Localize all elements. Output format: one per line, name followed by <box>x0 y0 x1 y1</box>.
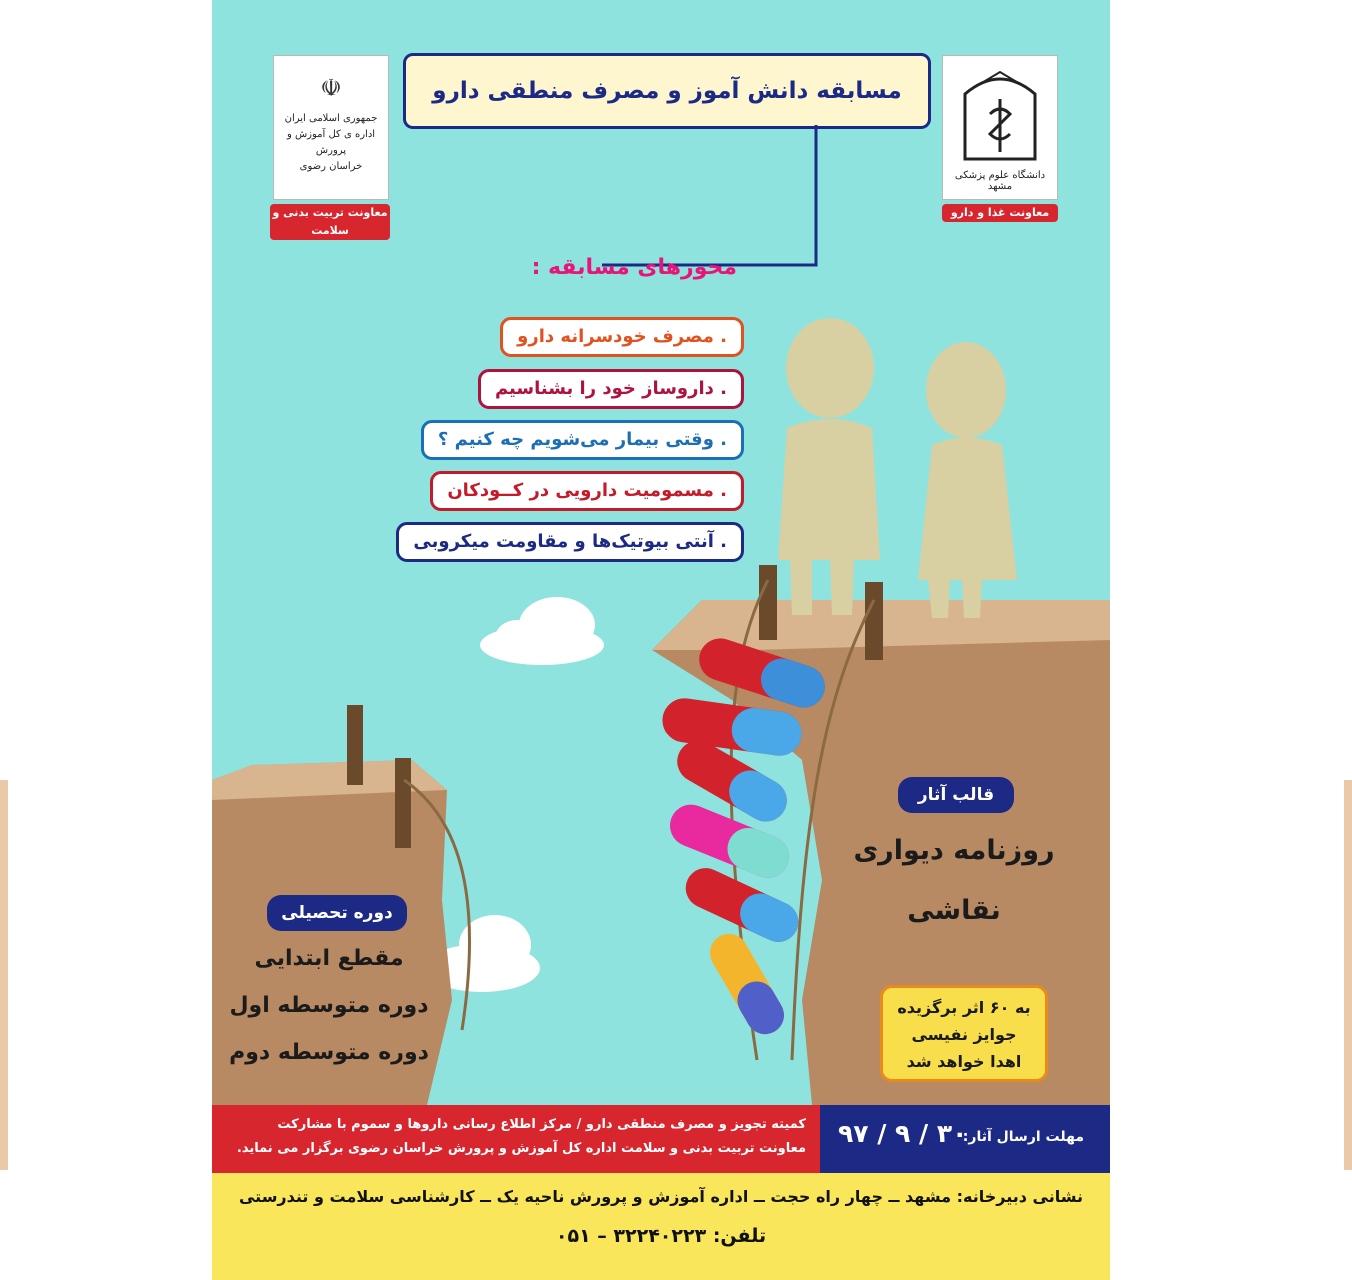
axis-item: . وقتی بیمار می‌شویم چه کنیم ؟ <box>421 420 744 460</box>
post <box>395 758 411 848</box>
left-edge-strip <box>0 780 8 1170</box>
grade-item: دوره متوسطه دوم <box>229 1040 429 1065</box>
post <box>759 565 777 640</box>
deadline-label: مهلت ارسال آثار: <box>962 1129 1084 1145</box>
post <box>347 705 363 785</box>
left-logo-tag: معاونت تربیت بدنی و سلامت <box>270 204 390 240</box>
deadline-bar <box>820 1105 1110 1173</box>
grades-label: دوره تحصیلی <box>267 895 407 931</box>
post <box>865 582 883 660</box>
organizers-line: کمیته تجویز و مصرف منطقی دارو / مرکز اطلاع رسانی داروها و سموم با مشارکت <box>277 1117 806 1132</box>
prize-line: به ۶۰ اثر برگزیده <box>897 998 1031 1017</box>
prize-box <box>880 985 1048 1082</box>
axis-item: . آنتی بیوتیک‌ها و مقاومت میکروبی <box>396 522 744 562</box>
axis-item: . داروساز خود را بشناسیم <box>478 369 744 409</box>
poster <box>212 0 1110 1280</box>
page-title: مسابقه دانش آموز و مصرف منطقی دارو <box>403 53 931 129</box>
logo-text-line: خراسان رضوی <box>299 161 363 172</box>
prize-line: جوایز نفیسی <box>911 1025 1017 1044</box>
deadline-date: ۹۷ / ۹ / ۳۰ <box>838 1119 968 1148</box>
right-logo-tag: معاونت غذا و دارو <box>942 204 1058 222</box>
university-name: دانشگاه علوم پزشکی مشهد <box>954 170 1046 192</box>
format-item: نقاشی <box>907 895 1001 926</box>
logo-text-line: جمهوری اسلامی ایران <box>284 113 378 124</box>
format-label: قالب آثار <box>898 777 1014 813</box>
axes-title: محورهای مسابقه : <box>531 255 737 280</box>
axis-item: . مسمومیت دارویی در کــودکان <box>430 471 744 511</box>
medical-university-logo <box>942 55 1058 200</box>
wooden-figure-left <box>778 318 880 615</box>
axis-item: . مصرف خودسرانه دارو <box>500 317 744 357</box>
cloud <box>480 597 604 665</box>
grade-item: دوره متوسطه اول <box>229 993 429 1018</box>
organizers-line: معاونت تربیت بدنی و سلامت اداره کل آموزش و پرورش خراسان رضوی برگزار می نماید. <box>236 1141 806 1156</box>
wooden-figure-right <box>918 342 1017 618</box>
organizers-bar <box>212 1105 820 1173</box>
emblem-icon: ☫ <box>320 74 342 102</box>
right-edge-strip <box>1344 780 1352 1170</box>
university-emblem-icon <box>955 64 1045 164</box>
format-item: روزنامه دیواری <box>853 835 1055 866</box>
footer-phone: تلفن: ۳۲۲۴۰۲۲۳ – ۰۵۱ <box>555 1225 767 1247</box>
footer <box>212 1173 1110 1280</box>
grade-item: مقطع ابتدایی <box>254 946 404 971</box>
footer-address: نشانی دبیرخانه: مشهد ــ چهار راه حجت ــ اداره آموزش و پرورش ناحیه یک ــ کارشناسی سلامت و تندرستی <box>238 1187 1084 1206</box>
education-dept-logo <box>273 55 389 200</box>
logo-text-line: اداره ی کل آموزش و پرورش <box>286 129 376 156</box>
prize-line: اهدا خواهد شد <box>906 1052 1022 1071</box>
